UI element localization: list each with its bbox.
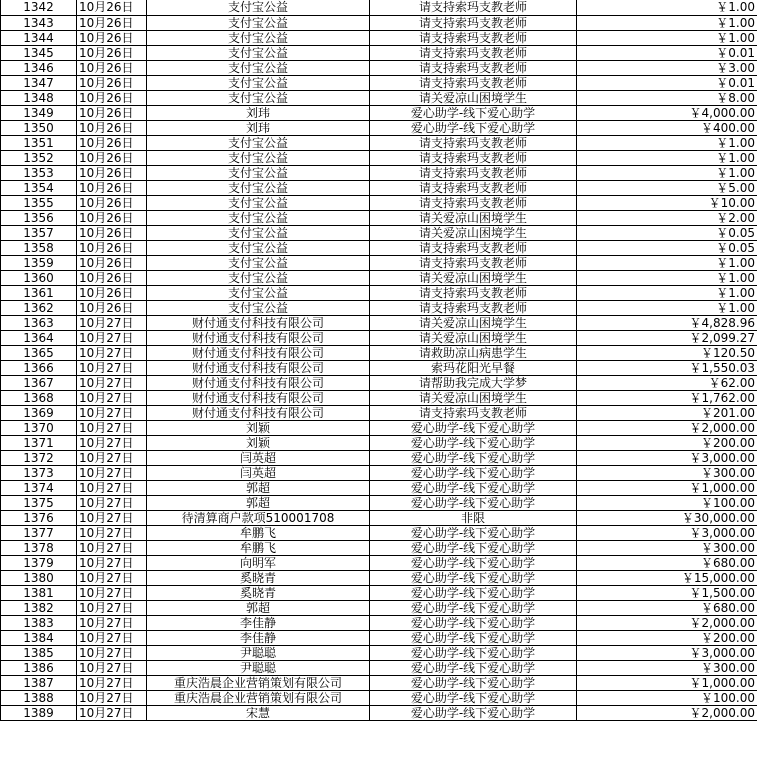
project-cell: 请支持索玛支教老师 [370, 0, 577, 15]
project-cell: 请支持索玛支教老师 [370, 180, 577, 195]
row-number-cell: 1349 [1, 105, 77, 120]
donor-cell: 李佳静 [147, 630, 370, 645]
amount-cell: ￥2,000.00 [577, 615, 757, 630]
table-row [1, 0, 757, 15]
amount-cell: ￥680.00 [577, 600, 757, 615]
table-row [1, 555, 757, 570]
donor-cell: 支付宝公益 [147, 240, 370, 255]
date-cell: 10月26日 [77, 225, 147, 240]
row-number-cell: 1363 [1, 315, 77, 330]
donor-cell: 支付宝公益 [147, 285, 370, 300]
donor-cell: 待清算商户款项510001708 [147, 510, 370, 525]
donor-cell: 牟鹏飞 [147, 525, 370, 540]
date-cell: 10月26日 [77, 90, 147, 105]
date-cell: 10月26日 [77, 120, 147, 135]
row-number-cell: 1382 [1, 600, 77, 615]
donor-cell: 支付宝公益 [147, 300, 370, 315]
row-number-cell: 1374 [1, 480, 77, 495]
date-cell: 10月27日 [77, 525, 147, 540]
donor-cell: 刘颖 [147, 435, 370, 450]
table-row [1, 645, 757, 660]
amount-cell: ￥1.00 [577, 255, 757, 270]
project-cell: 请关爱凉山困境学生 [370, 90, 577, 105]
table-row [1, 180, 757, 195]
table-row [1, 390, 757, 405]
donor-cell: 财付通支付科技有限公司 [147, 360, 370, 375]
date-cell: 10月27日 [77, 540, 147, 555]
donor-cell: 闫英超 [147, 465, 370, 480]
amount-cell: ￥300.00 [577, 660, 757, 675]
table-row [1, 450, 757, 465]
donation-table-body [1, 0, 757, 720]
project-cell: 请支持索玛支教老师 [370, 60, 577, 75]
amount-cell: ￥200.00 [577, 630, 757, 645]
amount-cell: ￥2,000.00 [577, 420, 757, 435]
table-row [1, 540, 757, 555]
date-cell: 10月27日 [77, 660, 147, 675]
row-number-cell: 1361 [1, 285, 77, 300]
donor-cell: 支付宝公益 [147, 270, 370, 285]
project-cell: 爱心助学-线下爱心助学 [370, 555, 577, 570]
table-row [1, 660, 757, 675]
date-cell: 10月27日 [77, 495, 147, 510]
row-number-cell: 1342 [1, 0, 77, 15]
date-cell: 10月26日 [77, 15, 147, 30]
donor-cell: 支付宝公益 [147, 0, 370, 15]
donor-cell: 支付宝公益 [147, 60, 370, 75]
amount-cell: ￥2,099.27 [577, 330, 757, 345]
date-cell: 10月26日 [77, 75, 147, 90]
amount-cell: ￥4,000.00 [577, 105, 757, 120]
donor-cell: 奚晓青 [147, 585, 370, 600]
date-cell: 10月27日 [77, 555, 147, 570]
donor-cell: 支付宝公益 [147, 180, 370, 195]
donor-cell: 刘颖 [147, 420, 370, 435]
table-row [1, 60, 757, 75]
project-cell: 请支持索玛支教老师 [370, 165, 577, 180]
amount-cell: ￥1.00 [577, 285, 757, 300]
row-number-cell: 1379 [1, 555, 77, 570]
table-row [1, 90, 757, 105]
row-number-cell: 1356 [1, 210, 77, 225]
donor-cell: 奚晓青 [147, 570, 370, 585]
amount-cell: ￥1.00 [577, 30, 757, 45]
donor-cell: 刘玮 [147, 120, 370, 135]
row-number-cell: 1343 [1, 15, 77, 30]
amount-cell: ￥30,000.00 [577, 510, 757, 525]
date-cell: 10月27日 [77, 630, 147, 645]
row-number-cell: 1350 [1, 120, 77, 135]
donor-cell: 支付宝公益 [147, 30, 370, 45]
row-number-cell: 1368 [1, 390, 77, 405]
project-cell: 请支持索玛支教老师 [370, 300, 577, 315]
amount-cell: ￥201.00 [577, 405, 757, 420]
donor-cell: 宋慧 [147, 705, 370, 720]
row-number-cell: 1353 [1, 165, 77, 180]
row-number-cell: 1383 [1, 615, 77, 630]
amount-cell: ￥1.00 [577, 150, 757, 165]
project-cell: 请支持索玛支教老师 [370, 405, 577, 420]
donor-cell: 牟鹏飞 [147, 540, 370, 555]
project-cell: 请支持索玛支教老师 [370, 240, 577, 255]
table-row [1, 480, 757, 495]
amount-cell: ￥1.00 [577, 165, 757, 180]
date-cell: 10月27日 [77, 705, 147, 720]
row-number-cell: 1360 [1, 270, 77, 285]
row-number-cell: 1346 [1, 60, 77, 75]
date-cell: 10月27日 [77, 360, 147, 375]
donor-cell: 财付通支付科技有限公司 [147, 375, 370, 390]
donor-cell: 支付宝公益 [147, 210, 370, 225]
row-number-cell: 1362 [1, 300, 77, 315]
amount-cell: ￥1.00 [577, 135, 757, 150]
amount-cell: ￥5.00 [577, 180, 757, 195]
date-cell: 10月27日 [77, 645, 147, 660]
row-number-cell: 1387 [1, 675, 77, 690]
project-cell: 爱心助学-线下爱心助学 [370, 645, 577, 660]
date-cell: 10月27日 [77, 615, 147, 630]
row-number-cell: 1357 [1, 225, 77, 240]
table-row [1, 630, 757, 645]
table-row [1, 210, 757, 225]
amount-cell: ￥1,762.00 [577, 390, 757, 405]
table-row [1, 105, 757, 120]
project-cell: 爱心助学-线下爱心助学 [370, 690, 577, 705]
amount-cell: ￥10.00 [577, 195, 757, 210]
row-number-cell: 1372 [1, 450, 77, 465]
table-row [1, 420, 757, 435]
row-number-cell: 1380 [1, 570, 77, 585]
amount-cell: ￥1.00 [577, 300, 757, 315]
date-cell: 10月27日 [77, 345, 147, 360]
project-cell: 请支持索玛支教老师 [370, 30, 577, 45]
row-number-cell: 1358 [1, 240, 77, 255]
amount-cell: ￥1.00 [577, 15, 757, 30]
donor-cell: 郭超 [147, 495, 370, 510]
date-cell: 10月26日 [77, 270, 147, 285]
date-cell: 10月26日 [77, 60, 147, 75]
donor-cell: 财付通支付科技有限公司 [147, 405, 370, 420]
table-row [1, 195, 757, 210]
row-number-cell: 1381 [1, 585, 77, 600]
row-number-cell: 1384 [1, 630, 77, 645]
amount-cell: ￥3.00 [577, 60, 757, 75]
table-row [1, 45, 757, 60]
donor-cell: 尹聪聪 [147, 645, 370, 660]
project-cell: 爱心助学-线下爱心助学 [370, 615, 577, 630]
row-number-cell: 1367 [1, 375, 77, 390]
row-number-cell: 1359 [1, 255, 77, 270]
date-cell: 10月27日 [77, 570, 147, 585]
amount-cell: ￥1,000.00 [577, 675, 757, 690]
project-cell: 爱心助学-线下爱心助学 [370, 105, 577, 120]
project-cell: 请支持索玛支教老师 [370, 255, 577, 270]
date-cell: 10月26日 [77, 240, 147, 255]
donor-cell: 财付通支付科技有限公司 [147, 315, 370, 330]
project-cell: 请救助凉山病患学生 [370, 345, 577, 360]
row-number-cell: 1348 [1, 90, 77, 105]
donor-cell: 向明军 [147, 555, 370, 570]
table-row [1, 465, 757, 480]
row-number-cell: 1355 [1, 195, 77, 210]
table-row [1, 570, 757, 585]
table-row [1, 135, 757, 150]
project-cell: 爱心助学-线下爱心助学 [370, 420, 577, 435]
row-number-cell: 1344 [1, 30, 77, 45]
amount-cell: ￥680.00 [577, 555, 757, 570]
amount-cell: ￥1,550.03 [577, 360, 757, 375]
amount-cell: ￥62.00 [577, 375, 757, 390]
table-row [1, 510, 757, 525]
row-number-cell: 1364 [1, 330, 77, 345]
project-cell: 爱心助学-线下爱心助学 [370, 705, 577, 720]
date-cell: 10月26日 [77, 195, 147, 210]
date-cell: 10月27日 [77, 315, 147, 330]
table-row [1, 675, 757, 690]
date-cell: 10月26日 [77, 300, 147, 315]
project-cell: 请支持索玛支教老师 [370, 285, 577, 300]
date-cell: 10月27日 [77, 330, 147, 345]
table-row [1, 495, 757, 510]
table-row [1, 150, 757, 165]
project-cell: 爱心助学-线下爱心助学 [370, 495, 577, 510]
project-cell: 爱心助学-线下爱心助学 [370, 120, 577, 135]
donor-cell: 李佳静 [147, 615, 370, 630]
donor-cell: 支付宝公益 [147, 225, 370, 240]
donor-cell: 支付宝公益 [147, 15, 370, 30]
project-cell: 爱心助学-线下爱心助学 [370, 525, 577, 540]
table-row [1, 255, 757, 270]
project-cell: 爱心助学-线下爱心助学 [370, 630, 577, 645]
table-row [1, 240, 757, 255]
project-cell: 非限 [370, 510, 577, 525]
row-number-cell: 1347 [1, 75, 77, 90]
table-row [1, 435, 757, 450]
project-cell: 爱心助学-线下爱心助学 [370, 450, 577, 465]
row-number-cell: 1378 [1, 540, 77, 555]
amount-cell: ￥3,000.00 [577, 645, 757, 660]
table-row [1, 165, 757, 180]
date-cell: 10月27日 [77, 585, 147, 600]
donor-cell: 支付宝公益 [147, 75, 370, 90]
date-cell: 10月27日 [77, 600, 147, 615]
table-row [1, 600, 757, 615]
amount-cell: ￥0.01 [577, 75, 757, 90]
project-cell: 请支持索玛支教老师 [370, 135, 577, 150]
row-number-cell: 1371 [1, 435, 77, 450]
table-row [1, 615, 757, 630]
row-number-cell: 1386 [1, 660, 77, 675]
amount-cell: ￥3,000.00 [577, 450, 757, 465]
project-cell: 请支持索玛支教老师 [370, 15, 577, 30]
date-cell: 10月26日 [77, 0, 147, 15]
donor-cell: 支付宝公益 [147, 255, 370, 270]
project-cell: 请关爱凉山困境学生 [370, 225, 577, 240]
table-row [1, 300, 757, 315]
date-cell: 10月26日 [77, 150, 147, 165]
date-cell: 10月26日 [77, 30, 147, 45]
project-cell: 请帮助我完成大学梦 [370, 375, 577, 390]
project-cell: 请支持索玛支教老师 [370, 75, 577, 90]
donor-cell: 财付通支付科技有限公司 [147, 345, 370, 360]
amount-cell: ￥3,000.00 [577, 525, 757, 540]
donor-cell: 刘玮 [147, 105, 370, 120]
project-cell: 爱心助学-线下爱心助学 [370, 675, 577, 690]
donor-cell: 支付宝公益 [147, 90, 370, 105]
date-cell: 10月27日 [77, 420, 147, 435]
amount-cell: ￥400.00 [577, 120, 757, 135]
row-number-cell: 1370 [1, 420, 77, 435]
donor-cell: 财付通支付科技有限公司 [147, 390, 370, 405]
donor-cell: 支付宝公益 [147, 150, 370, 165]
date-cell: 10月26日 [77, 255, 147, 270]
table-row [1, 75, 757, 90]
project-cell: 爱心助学-线下爱心助学 [370, 585, 577, 600]
project-cell: 爱心助学-线下爱心助学 [370, 435, 577, 450]
project-cell: 请关爱凉山困境学生 [370, 270, 577, 285]
amount-cell: ￥0.05 [577, 225, 757, 240]
amount-cell: ￥200.00 [577, 435, 757, 450]
donor-cell: 郭超 [147, 600, 370, 615]
row-number-cell: 1385 [1, 645, 77, 660]
donor-cell: 支付宝公益 [147, 195, 370, 210]
date-cell: 10月26日 [77, 135, 147, 150]
date-cell: 10月26日 [77, 165, 147, 180]
project-cell: 请关爱凉山困境学生 [370, 210, 577, 225]
table-row [1, 405, 757, 420]
donor-cell: 重庆浩晨企业营销策划有限公司 [147, 675, 370, 690]
donor-cell: 郭超 [147, 480, 370, 495]
date-cell: 10月27日 [77, 405, 147, 420]
amount-cell: ￥0.05 [577, 240, 757, 255]
amount-cell: ￥8.00 [577, 90, 757, 105]
amount-cell: ￥120.50 [577, 345, 757, 360]
project-cell: 请支持索玛支教老师 [370, 45, 577, 60]
row-number-cell: 1375 [1, 495, 77, 510]
table-row [1, 585, 757, 600]
table-row [1, 120, 757, 135]
row-number-cell: 1345 [1, 45, 77, 60]
row-number-cell: 1354 [1, 180, 77, 195]
table-row [1, 225, 757, 240]
amount-cell: ￥0.01 [577, 45, 757, 60]
amount-cell: ￥100.00 [577, 690, 757, 705]
project-cell: 爱心助学-线下爱心助学 [370, 480, 577, 495]
project-cell: 索玛花阳光早餐 [370, 360, 577, 375]
amount-cell: ￥1,500.00 [577, 585, 757, 600]
table-row [1, 15, 757, 30]
donor-cell: 闫英超 [147, 450, 370, 465]
table-row [1, 30, 757, 45]
project-cell: 请关爱凉山困境学生 [370, 315, 577, 330]
row-number-cell: 1377 [1, 525, 77, 540]
project-cell: 请支持索玛支教老师 [370, 150, 577, 165]
date-cell: 10月27日 [77, 375, 147, 390]
date-cell: 10月27日 [77, 465, 147, 480]
table-row [1, 285, 757, 300]
amount-cell: ￥15,000.00 [577, 570, 757, 585]
date-cell: 10月27日 [77, 435, 147, 450]
date-cell: 10月27日 [77, 510, 147, 525]
project-cell: 请支持索玛支教老师 [370, 195, 577, 210]
amount-cell: ￥300.00 [577, 465, 757, 480]
project-cell: 爱心助学-线下爱心助学 [370, 540, 577, 555]
amount-cell: ￥2.00 [577, 210, 757, 225]
project-cell: 爱心助学-线下爱心助学 [370, 600, 577, 615]
amount-cell: ￥4,828.96 [577, 315, 757, 330]
table-row [1, 375, 757, 390]
table-row [1, 315, 757, 330]
amount-cell: ￥100.00 [577, 495, 757, 510]
amount-cell: ￥1.00 [577, 270, 757, 285]
table-row [1, 525, 757, 540]
amount-cell: ￥2,000.00 [577, 705, 757, 720]
date-cell: 10月26日 [77, 105, 147, 120]
date-cell: 10月27日 [77, 450, 147, 465]
date-cell: 10月26日 [77, 210, 147, 225]
table-row [1, 360, 757, 375]
row-number-cell: 1388 [1, 690, 77, 705]
amount-cell: ￥300.00 [577, 540, 757, 555]
row-number-cell: 1373 [1, 465, 77, 480]
project-cell: 爱心助学-线下爱心助学 [370, 660, 577, 675]
table-row [1, 270, 757, 285]
row-number-cell: 1352 [1, 150, 77, 165]
date-cell: 10月27日 [77, 390, 147, 405]
date-cell: 10月26日 [77, 180, 147, 195]
table-row [1, 330, 757, 345]
donor-cell: 财付通支付科技有限公司 [147, 330, 370, 345]
table-row [1, 705, 757, 720]
date-cell: 10月26日 [77, 45, 147, 60]
table-row [1, 345, 757, 360]
row-number-cell: 1366 [1, 360, 77, 375]
date-cell: 10月26日 [77, 285, 147, 300]
date-cell: 10月27日 [77, 480, 147, 495]
amount-cell: ￥1.00 [577, 0, 757, 15]
row-number-cell: 1365 [1, 345, 77, 360]
project-cell: 请关爱凉山困境学生 [370, 330, 577, 345]
donor-cell: 支付宝公益 [147, 165, 370, 180]
row-number-cell: 1369 [1, 405, 77, 420]
project-cell: 爱心助学-线下爱心助学 [370, 465, 577, 480]
date-cell: 10月27日 [77, 675, 147, 690]
project-cell: 爱心助学-线下爱心助学 [370, 570, 577, 585]
donor-cell: 重庆浩晨企业营销策划有限公司 [147, 690, 370, 705]
amount-cell: ￥1,000.00 [577, 480, 757, 495]
donor-cell: 尹聪聪 [147, 660, 370, 675]
project-cell: 请关爱凉山困境学生 [370, 390, 577, 405]
donor-cell: 支付宝公益 [147, 135, 370, 150]
table-row [1, 690, 757, 705]
row-number-cell: 1389 [1, 705, 77, 720]
donor-cell: 支付宝公益 [147, 45, 370, 60]
date-cell: 10月27日 [77, 690, 147, 705]
row-number-cell: 1376 [1, 510, 77, 525]
row-number-cell: 1351 [1, 135, 77, 150]
